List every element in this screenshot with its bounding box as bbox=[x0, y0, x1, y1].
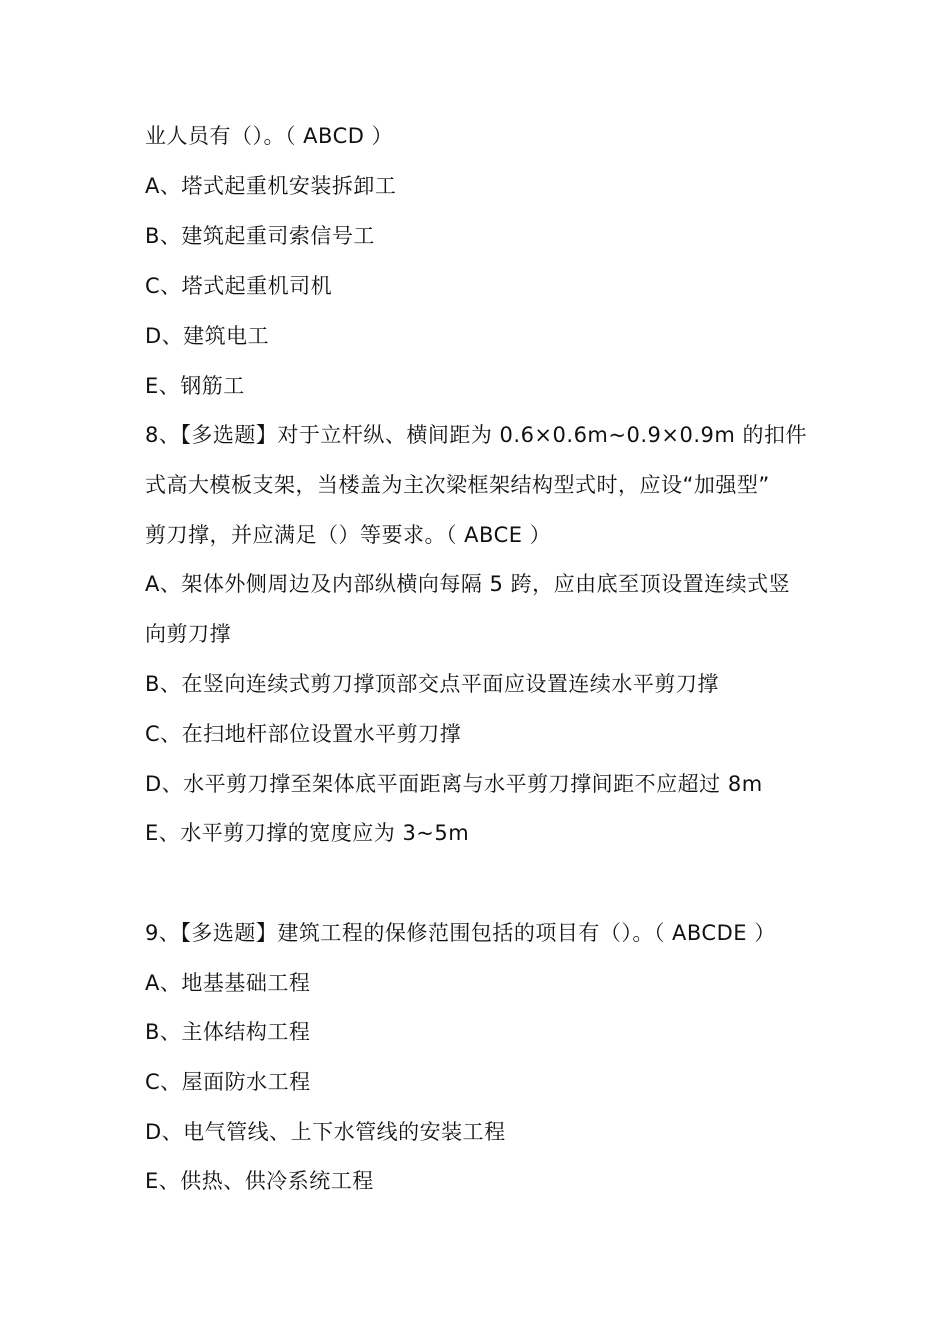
q7-option-b: B、建筑起重司索信号工 bbox=[145, 224, 375, 248]
q7-option-d: D、建筑电工 bbox=[145, 324, 270, 348]
q9-option-d: D、电气管线、上下水管线的安装工程 bbox=[145, 1120, 506, 1144]
q9-option-e: E、供热、供冷系统工程 bbox=[145, 1169, 374, 1193]
q8-option-a-line2: 向剪刀撑 bbox=[145, 622, 231, 646]
q8-option-c: C、在扫地杆部位设置水平剪刀撑 bbox=[145, 722, 462, 746]
q8-option-b: B、在竖向连续式剪刀撑顶部交点平面应设置连续水平剪刀撑 bbox=[145, 672, 719, 696]
q7-option-a: A、塔式起重机安装拆卸工 bbox=[145, 174, 397, 198]
q9-option-a: A、地基基础工程 bbox=[145, 971, 311, 995]
q7-option-c: C、塔式起重机司机 bbox=[145, 274, 333, 298]
q8-stem-line1: 8、【多选题】对于立杆纵、横间距为 0.6×0.6m~0.9×0.9m 的扣件 bbox=[145, 423, 807, 447]
q9-option-c: C、屋面防水工程 bbox=[145, 1070, 311, 1094]
q8-stem-line3: 剪刀撑，并应满足（）等要求。（ ABCE ） bbox=[145, 523, 552, 547]
q7-stem-tail: 业人员有（）。（ ABCD ） bbox=[145, 124, 394, 148]
q8-option-d: D、水平剪刀撑至架体底平面距离与水平剪刀撑间距不应超过 8m bbox=[145, 772, 763, 796]
q7-option-e: E、钢筋工 bbox=[145, 374, 245, 398]
q8-stem-line2: 式高大模板支架，当楼盖为主次梁框架结构型式时，应设“加强型” bbox=[145, 473, 770, 497]
q8-option-a-line1: A、架体外侧周边及内部纵横向每隔 5 跨，应由底至顶设置连续式竖 bbox=[145, 572, 791, 596]
q8-option-e: E、水平剪刀撑的宽度应为 3~5m bbox=[145, 821, 470, 845]
q9-stem: 9、【多选题】建筑工程的保修范围包括的项目有（）。（ ABCDE ） bbox=[145, 921, 776, 945]
q9-option-b: B、主体结构工程 bbox=[145, 1020, 311, 1044]
